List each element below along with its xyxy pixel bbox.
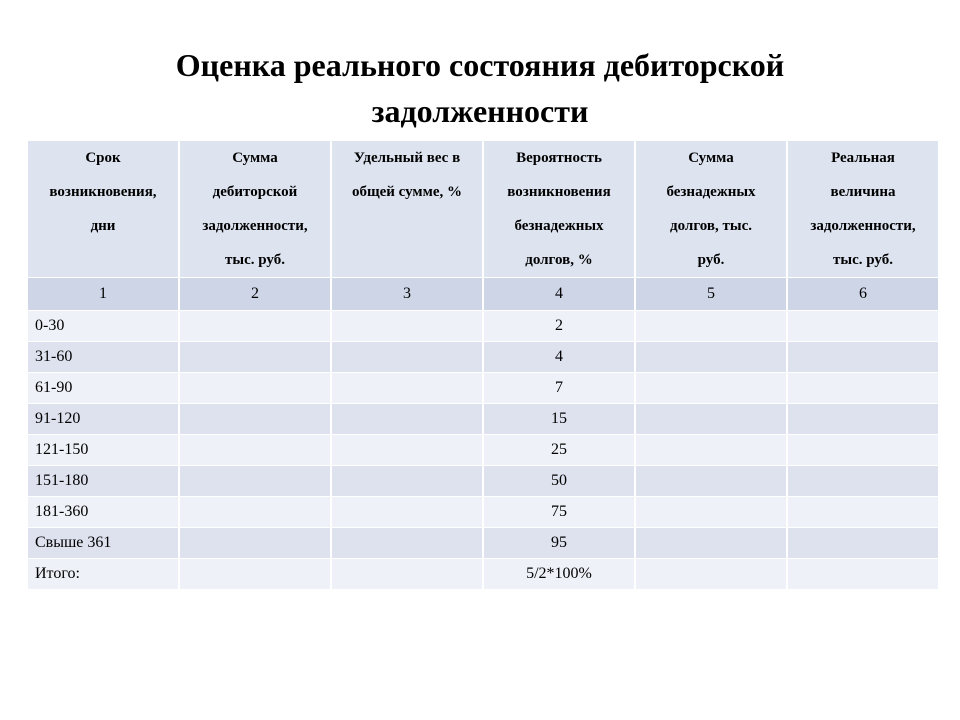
bad-debt-amount-cell [635, 373, 787, 404]
receivables-amount-cell [179, 342, 331, 373]
probability-cell: 15 [483, 404, 635, 435]
header-cell-bad-debt-amount: Сумма безнадежных долгов, тыс. руб. [635, 141, 787, 278]
slide-title [0, 42, 960, 134]
table-row [27, 528, 939, 559]
receivables-amount-cell [179, 404, 331, 435]
header-cell-probability: Вероятность возникновения безнадежных долгов, % [483, 141, 635, 278]
column-number: 6 [787, 278, 939, 311]
table-row [27, 466, 939, 497]
probability-cell: 4 [483, 342, 635, 373]
table-header-row [27, 141, 939, 278]
probability-cell: 5/2*100% [483, 559, 635, 590]
header-cell-receivables-amount: Сумма дебиторской задолженности, тыс. руб. [179, 141, 331, 278]
receivables-amount-cell [179, 528, 331, 559]
slide-title-line-1: Оценка реального состояния дебиторской [175, 47, 785, 83]
term-cell: 91-120 [27, 404, 179, 435]
term-cell: 181-360 [27, 497, 179, 528]
real-value-cell [787, 404, 939, 435]
share-cell [331, 311, 483, 342]
term-cell: Итого: [27, 559, 179, 590]
probability-cell: 25 [483, 435, 635, 466]
header-cell-share: Удельный вес в общей сумме, % [331, 141, 483, 278]
header-cell-real-value: Реальная величина задолженности, тыс. руб. [787, 141, 939, 278]
table-row [27, 342, 939, 373]
bad-debt-amount-cell [635, 559, 787, 590]
probability-cell: 2 [483, 311, 635, 342]
bad-debt-amount-cell [635, 342, 787, 373]
receivables-amount-cell [179, 466, 331, 497]
real-value-cell [787, 559, 939, 590]
bad-debt-amount-cell [635, 466, 787, 497]
receivables-amount-cell [179, 311, 331, 342]
term-cell: Свыше 361 [27, 528, 179, 559]
probability-cell: 75 [483, 497, 635, 528]
bad-debt-amount-cell [635, 404, 787, 435]
slide-title-line-2: задолженности [371, 93, 589, 129]
column-number: 5 [635, 278, 787, 311]
table-row [27, 497, 939, 528]
receivables-amount-cell [179, 373, 331, 404]
share-cell [331, 435, 483, 466]
table-row [27, 435, 939, 466]
term-cell: 61-90 [27, 373, 179, 404]
real-value-cell [787, 342, 939, 373]
column-number: 2 [179, 278, 331, 311]
bad-debt-amount-cell [635, 528, 787, 559]
header-cell-term: Срок возникновения, дни [27, 141, 179, 278]
probability-cell: 50 [483, 466, 635, 497]
column-number: 1 [27, 278, 179, 311]
share-cell [331, 466, 483, 497]
table-row [27, 559, 939, 590]
term-cell: 31-60 [27, 342, 179, 373]
share-cell [331, 528, 483, 559]
receivables-amount-cell [179, 435, 331, 466]
real-value-cell [787, 466, 939, 497]
column-number-row [27, 278, 939, 311]
term-cell: 121-150 [27, 435, 179, 466]
real-value-cell [787, 311, 939, 342]
bad-debt-amount-cell [635, 497, 787, 528]
share-cell [331, 342, 483, 373]
column-number: 4 [483, 278, 635, 311]
probability-cell: 7 [483, 373, 635, 404]
share-cell [331, 497, 483, 528]
share-cell [331, 373, 483, 404]
share-cell [331, 559, 483, 590]
probability-cell: 95 [483, 528, 635, 559]
real-value-cell [787, 497, 939, 528]
real-value-cell [787, 528, 939, 559]
bad-debt-amount-cell [635, 435, 787, 466]
term-cell: 0-30 [27, 311, 179, 342]
share-cell [331, 404, 483, 435]
real-value-cell [787, 435, 939, 466]
term-cell: 151-180 [27, 466, 179, 497]
table-row [27, 373, 939, 404]
table-row [27, 311, 939, 342]
receivables-amount-cell [179, 497, 331, 528]
receivables-amount-cell [179, 559, 331, 590]
receivables-assessment-table [26, 141, 940, 590]
bad-debt-amount-cell [635, 311, 787, 342]
table-row [27, 404, 939, 435]
real-value-cell [787, 373, 939, 404]
column-number: 3 [331, 278, 483, 311]
